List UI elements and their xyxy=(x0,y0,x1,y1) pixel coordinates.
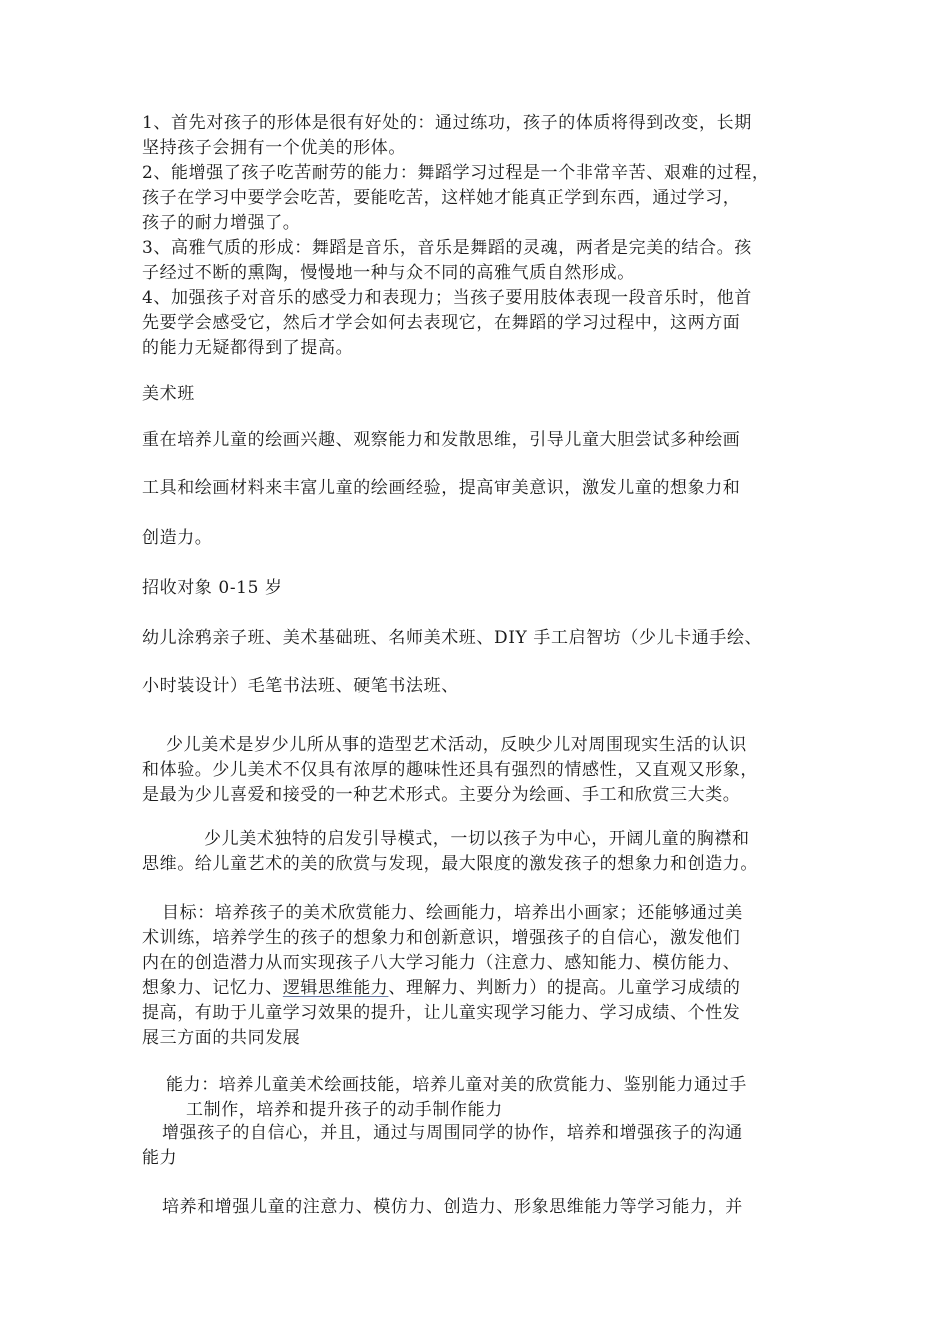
benefits-list xyxy=(142,111,769,361)
benefit-4-line-2: 先要学会感受它，然后才学会如何去表现它，在舞蹈的学习过程中，这两方面 xyxy=(142,313,741,333)
paragraph-2-line-2: 思维。给儿童艺术的美的欣赏与发现，最大限度的激发孩子的想象力和创造力。 xyxy=(142,854,758,874)
paragraph-5-line-2: 能力 xyxy=(142,1148,178,1168)
benefit-4-line-1: 4、加强孩子对音乐的感受力和表现力；当孩子要用肢体表现一段音乐时，他首 xyxy=(142,288,752,308)
art-intro-line-3: 创造力。 xyxy=(142,528,213,548)
section-title: 美术班 xyxy=(142,384,195,404)
paragraph-3-line-1: 目标：培养孩子的美术欣赏能力、绘画能力，培养出小画家；还能够通过美 xyxy=(162,903,743,923)
paragraph-4-line-2: 工制作，培养和提升孩子的动手制作能力 xyxy=(186,1100,503,1120)
paragraph-5 xyxy=(142,1121,743,1171)
paragraph-3-line-6: 展三方面的共同发展 xyxy=(142,1028,301,1048)
paragraph-4-line-1: 能力：培养儿童美术绘画技能，培养儿童对美的欣赏能力、鉴别能力通过手 xyxy=(166,1075,747,1095)
paragraph-2-line-1: 少儿美术独特的启发引导模式，一切以孩子为中心，开阔儿童的胸襟和 xyxy=(204,829,750,849)
logic-thinking-link[interactable]: 逻辑思维能力 xyxy=(282,978,389,998)
courses-line-2: 小时装设计）毛笔书法班、硬笔书法班、 xyxy=(142,676,459,696)
benefit-2-line-2: 孩子在学习中要学会吃苦，要能吃苦，这样她才能真正学到东西，通过学习， xyxy=(142,188,741,208)
paragraph-1-line-3: 是最为少儿喜爱和接受的一种艺术形式。主要分为绘画、手工和欣赏三大类。 xyxy=(142,785,741,805)
benefit-4-line-3: 的能力无疑都得到了提高。 xyxy=(142,338,354,358)
paragraph-5-line-1: 增强孩子的自信心，并且，通过与周围同学的协作，培养和增强孩子的沟通 xyxy=(162,1123,743,1143)
paragraph-1-line-2: 和体验。少儿美术不仅具有浓厚的趣味性还具有强烈的情感性，又直观又形象， xyxy=(142,760,758,780)
benefit-1-line-2: 坚持孩子会拥有一个优美的形体。 xyxy=(142,138,406,158)
paragraph-6 xyxy=(142,1195,743,1220)
paragraph-2 xyxy=(142,827,758,877)
paragraph-1-line-1: 少儿美术是岁少儿所从事的造型艺术活动，反映少儿对周围现实生活的认识 xyxy=(166,735,747,755)
benefit-1-line-1: 1、首先对孩子的形体是很有好处的：通过练功，孩子的体质将得到改变，长期 xyxy=(142,113,752,133)
paragraph-3-line-3: 内在的创造潜力从而实现孩子八大学习能力（注意力、感知能力、模仿能力、 xyxy=(142,953,741,973)
paragraph-3-line-4-post: 、理解力、判断力）的提高。儿童学习成绩的 xyxy=(388,978,741,998)
paragraph-3-line-4-pre: 想象力、记忆力、 xyxy=(142,978,283,998)
benefit-3-line-1: 3、高雅气质的形成：舞蹈是音乐，音乐是舞蹈的灵魂，两者是完美的结合。孩 xyxy=(142,238,752,258)
benefit-3-line-2: 子经过不断的熏陶，慢慢地一种与众不同的高雅气质自然形成。 xyxy=(142,263,635,283)
paragraph-3-line-2: 术训练，培养学生的孩子的想象力和创新意识，增强孩子的自信心，激发他们 xyxy=(142,928,741,948)
paragraph-3 xyxy=(142,901,743,1051)
benefit-2-line-1: 2、能增强了孩子吃苦耐劳的能力：舞蹈学习过程是一个非常辛苦、艰难的过程， xyxy=(142,163,770,183)
paragraph-1 xyxy=(142,733,758,808)
benefit-2-line-3: 孩子的耐力增强了。 xyxy=(142,213,301,233)
enrollment-text: 招收对象 0-15 岁 xyxy=(142,578,283,598)
paragraph-4 xyxy=(142,1073,747,1123)
paragraph-6-line-1: 培养和增强儿童的注意力、模仿力、创造力、形象思维能力等学习能力，并 xyxy=(162,1197,743,1217)
paragraph-3-line-5: 提高，有助于儿童学习效果的提升，让儿童实现学习能力、学习成绩、个性发 xyxy=(142,1003,741,1023)
art-intro-line-2: 工具和绘画材料来丰富儿童的绘画经验，提高审美意识，激发儿童的想象力和 xyxy=(142,478,741,498)
paragraph-3-line-4 xyxy=(142,976,743,1001)
courses-line-1: 幼儿涂鸦亲子班、美术基础班、名师美术班、DIY 手工启智坊（少儿卡通手绘、 xyxy=(142,628,763,648)
art-intro-line-1: 重在培养儿童的绘画兴趣、观察能力和发散思维，引导儿童大胆尝试多种绘画 xyxy=(142,430,741,450)
